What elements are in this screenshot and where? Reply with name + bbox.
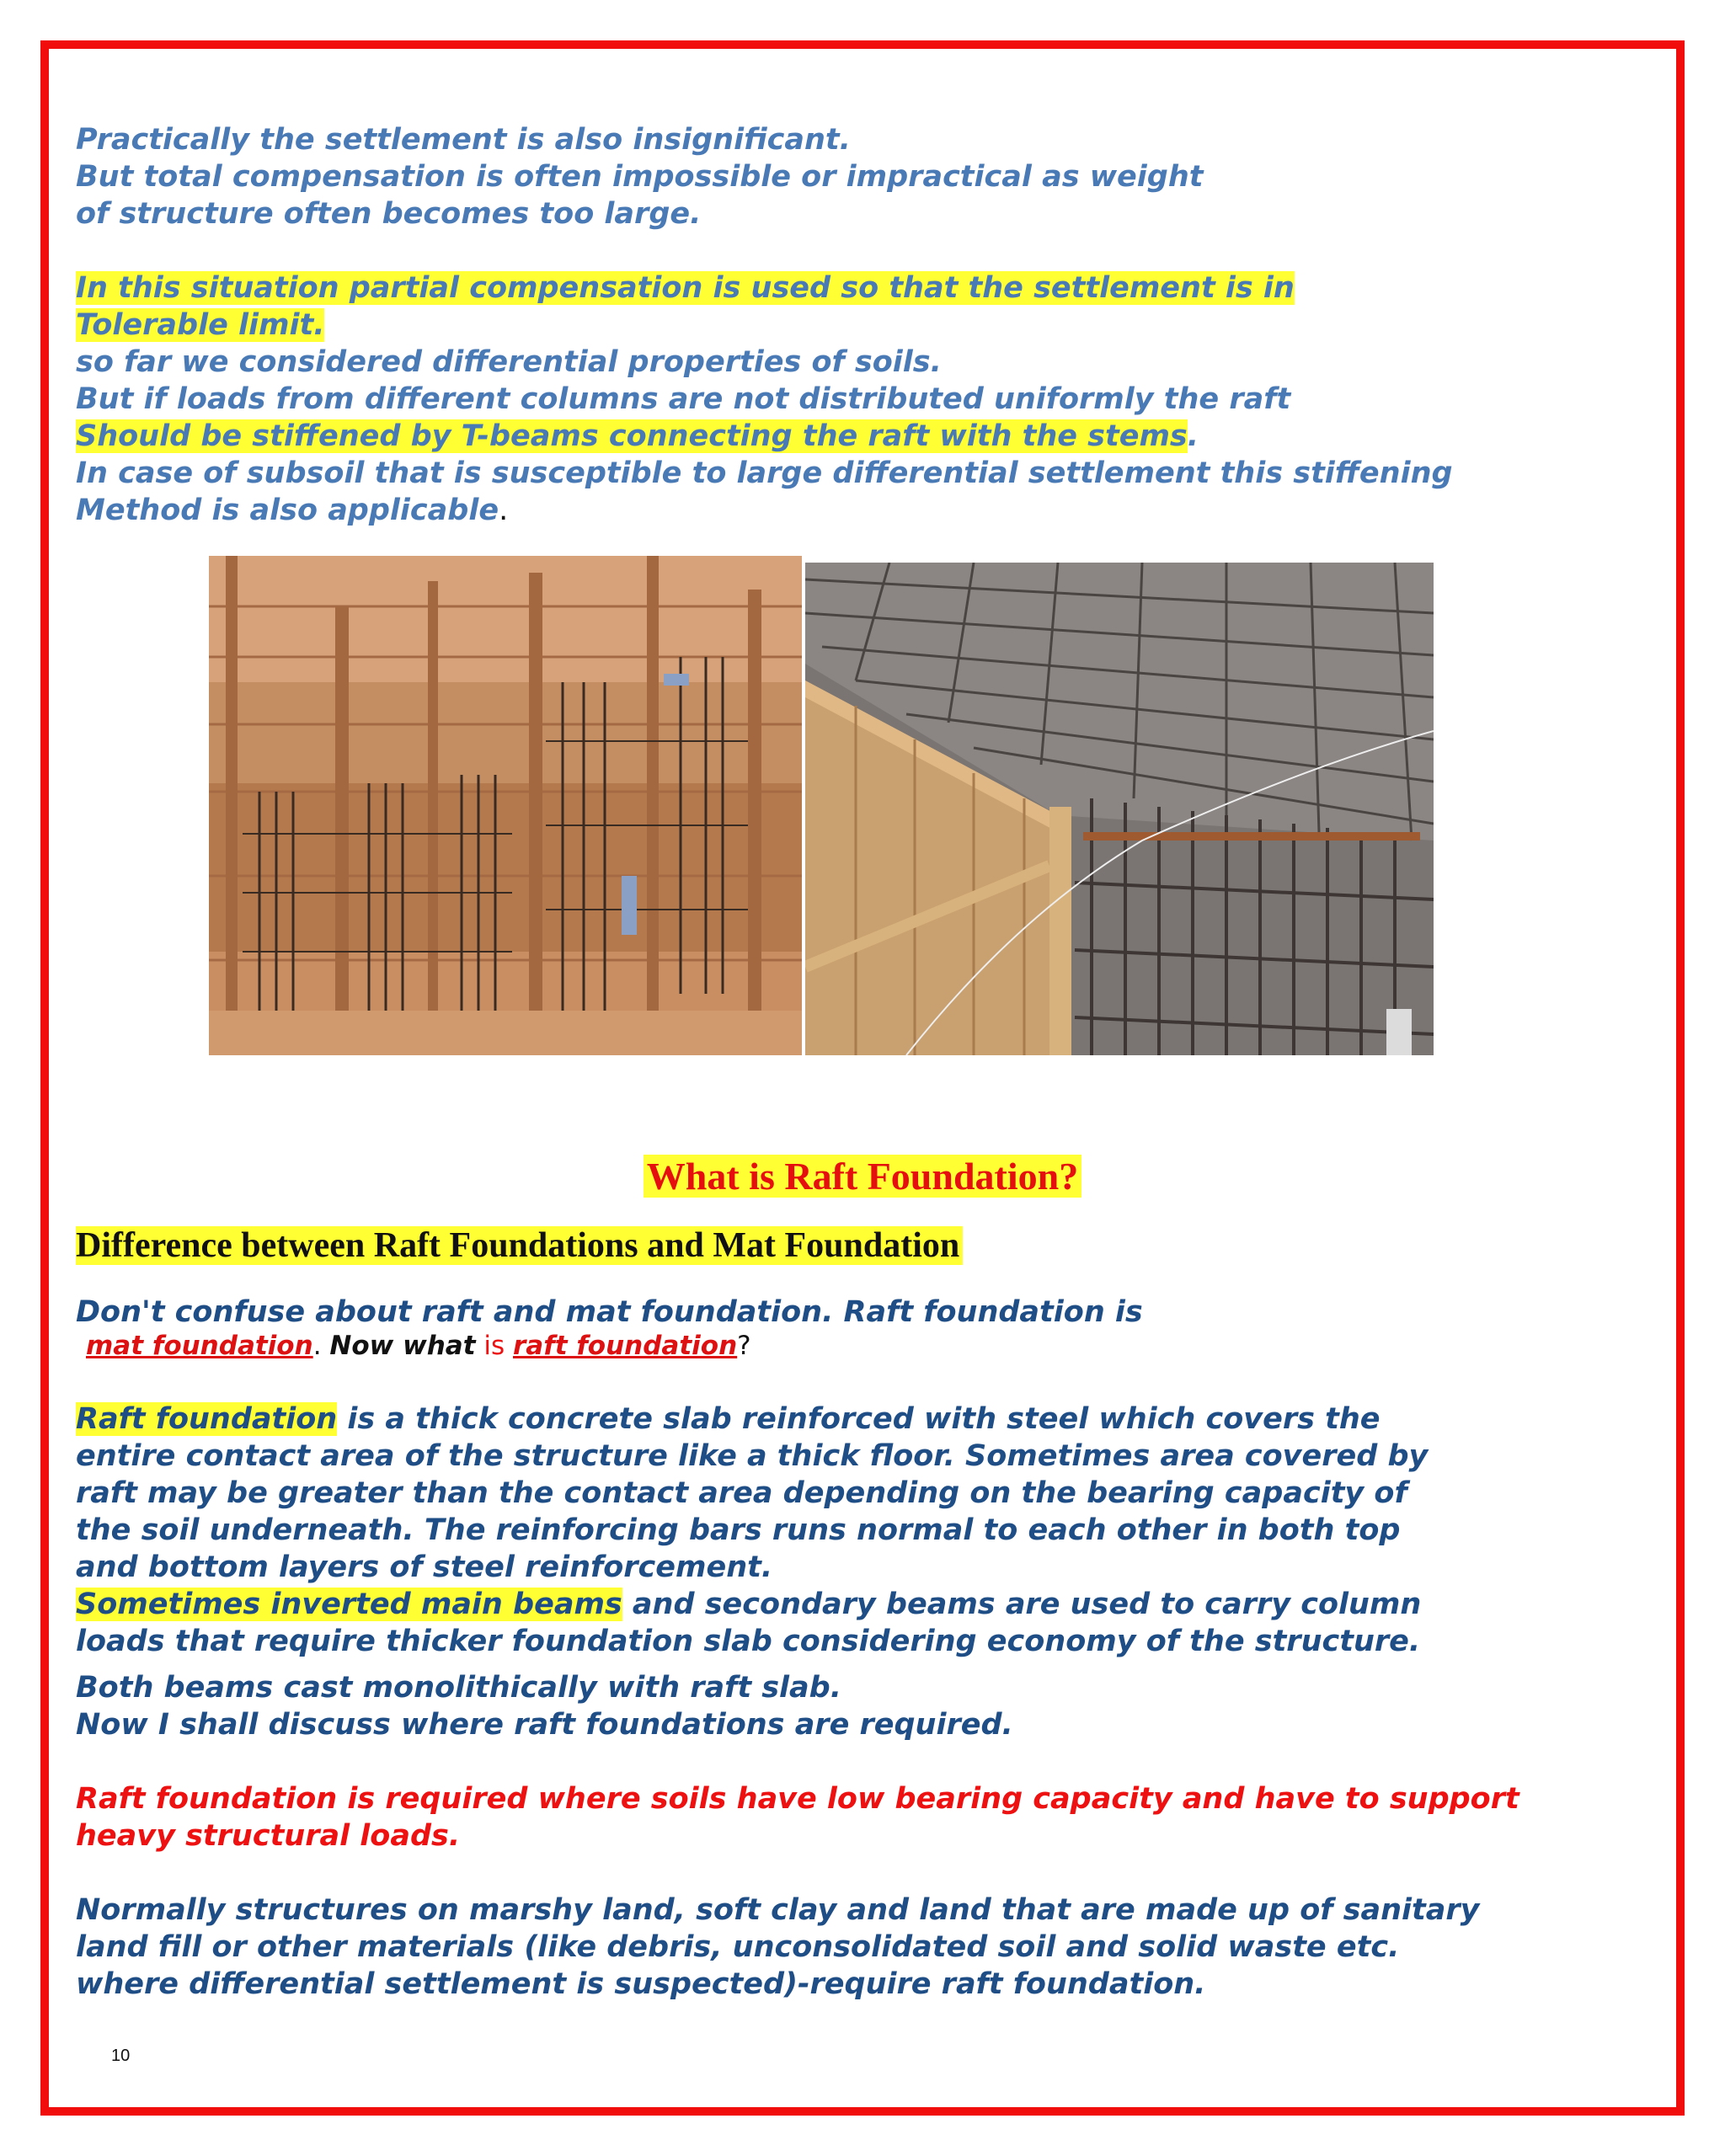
formwork-photo <box>209 556 802 1055</box>
page-number: 10 <box>111 2047 131 2065</box>
intro-is: is <box>475 1331 514 1361</box>
body-line1 <box>76 1401 1381 1438</box>
red-note-line1: Raft foundation is required where soils have low bearing capacity and have to support <box>76 1782 1519 1816</box>
para2-line5-end: . <box>1187 419 1199 453</box>
para1-line2: But total compensation is often impossible or impractical as weight <box>76 160 1204 194</box>
final-line2: land fill or other materials (like debris, unconsolidated soil and solid waste etc. <box>76 1930 1400 1964</box>
final-line1: Normally structures on marshy land, soft clay and land that are made up of sanitary <box>76 1893 1480 1927</box>
final-line3: where differential settlement is suspected)-require raft foundation. <box>76 1967 1206 2001</box>
intro-line1: Don't confuse about raft and mat foundation. Raft foundation is <box>76 1295 1143 1329</box>
sub-heading-text: Difference between Raft Foundations and Mat Foundation <box>76 1226 963 1265</box>
body-line8: Both beams cast monolithically with raft slab. <box>76 1671 842 1705</box>
para2-line1 <box>76 270 1295 307</box>
body-line4: the soil underneath. The reinforcing bars runs normal to each other in both top <box>76 1513 1401 1547</box>
para2-line2-highlight: Tolerable limit. <box>76 308 325 342</box>
body-line5: and bottom layers of steel reinforcement. <box>76 1550 773 1584</box>
intro-line2 <box>76 1329 751 1363</box>
raft-foundation-link[interactable]: raft foundation <box>513 1331 738 1361</box>
para1-line1: Practically the settlement is also insignificant. <box>76 123 851 157</box>
red-note-line2: heavy structural loads. <box>76 1819 461 1853</box>
para2-line6: In case of subsoil that is susceptible to large differential settlement this stiffening <box>76 456 1453 490</box>
body-line6-rest: and secondary beams are used to carry column <box>622 1588 1422 1621</box>
para1-line3: of structure often becomes too large. <box>76 197 702 231</box>
para2-line5-highlight: Should be stiffened by T-beams connecting the raft with the stems <box>76 419 1188 453</box>
body-line2: entire contact area of the structure like a thick floor. Sometimes area covered by <box>76 1439 1429 1473</box>
para2-line4: But if loads from different columns are not distributed uniformly the raft <box>76 382 1291 416</box>
para2-line1-highlight: In this situation partial compensation is used so that the settlement is in <box>76 271 1295 305</box>
sub-heading <box>76 1223 963 1268</box>
para2-line7-text: Method is also applicable <box>76 494 499 527</box>
mat-foundation-link[interactable]: mat foundation <box>86 1331 313 1361</box>
para2-line7-end: . <box>499 494 509 527</box>
body-line7: loads that require thicker foundation slab considering economy of the structure. <box>76 1625 1421 1658</box>
para2-line5 <box>76 418 1199 455</box>
raft-foundation-highlight: Raft foundation <box>76 1402 338 1436</box>
inverted-beams-highlight: Sometimes inverted main beams <box>76 1588 622 1621</box>
para2-line7 <box>76 492 508 529</box>
body-line1-rest: is a thick concrete slab reinforced with steel which covers the <box>337 1402 1381 1436</box>
body-line6 <box>76 1586 1421 1623</box>
para2-line3: so far we considered differential properties of soils. <box>76 345 942 379</box>
intro-question: ? <box>737 1331 751 1361</box>
main-heading-text: What is Raft Foundation? <box>644 1155 1081 1198</box>
body-line3: raft may be greater than the contact area depending on the bearing capacity of <box>76 1476 1407 1510</box>
main-heading <box>0 1151 1725 1202</box>
intro-dot: . <box>312 1331 330 1361</box>
rebar-mesh-photo <box>805 563 1434 1055</box>
intro-now-what: Now what <box>329 1331 476 1361</box>
body-line9: Now I shall discuss where raft foundations are required. <box>76 1708 1013 1742</box>
para2-line2 <box>76 307 324 344</box>
